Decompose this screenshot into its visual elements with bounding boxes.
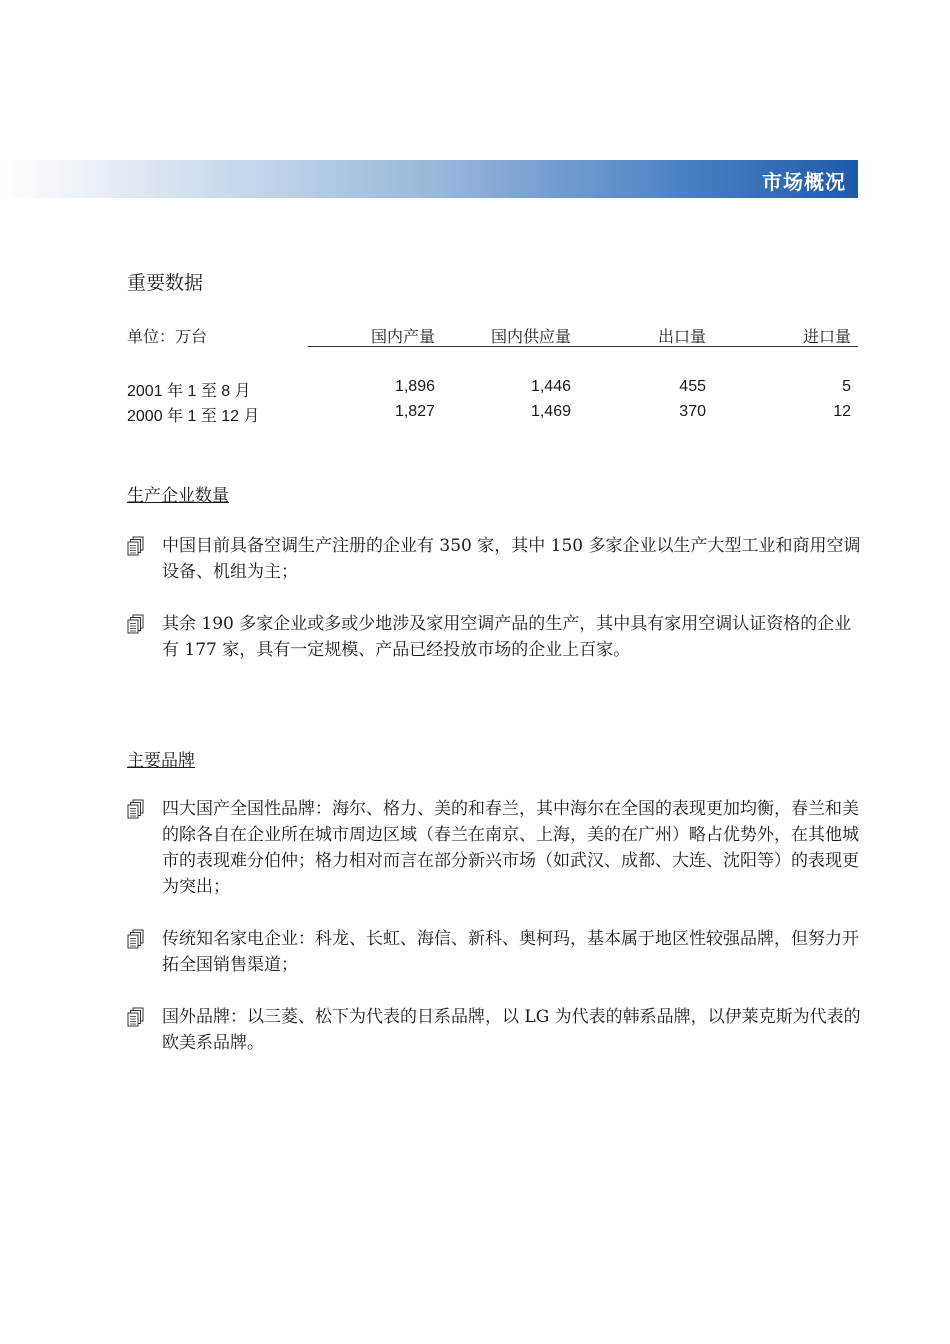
column-header-domestic-production: 国内产量	[370, 327, 435, 346]
list-item	[127, 1004, 862, 1056]
table-header-rule	[308, 346, 858, 347]
document-stack-icon	[127, 536, 145, 556]
list-item-text: 四大国产全国性品牌：海尔、格力、美的和春兰，其中海尔在全国的表现更加均衡，春兰和美的除各自在企业所在城市周边区域（春兰在南京、上海，美的在广州）略占优势外，在其他城市的表现难分伯仲；格力相对而言在部分新兴市场（如武汉、成都、大连、沈阳等）的表现更为突出；	[162, 799, 859, 897]
document-stack-icon	[127, 799, 145, 819]
cell-domestic-production: 1,827	[394, 403, 435, 420]
cell-export: 370	[679, 403, 706, 420]
cell-import: 5	[842, 378, 851, 395]
list-item-text: 中国目前具备空调生产注册的企业有 350 家，其中 150 多家企业以生产大型工业和商用空调设备、机组为主；	[162, 536, 861, 582]
brands-title: 主要品牌	[127, 751, 195, 771]
header-bar	[0, 160, 858, 198]
cell-domestic-supply: 1,469	[530, 403, 571, 420]
list-item-text: 国外品牌：以三菱、松下为代表的日系品牌，以 LG 为代表的韩系品牌，以伊莱克斯为代表的欧美系品牌。	[162, 1007, 861, 1053]
list-item	[127, 533, 862, 585]
list-item-text: 传统知名家电企业：科龙、长虹、海信、新科、奥柯玛，基本属于地区性较强品牌，但努力开拓全国销售渠道；	[162, 929, 859, 975]
data-table-header	[127, 322, 858, 346]
table-row	[127, 403, 858, 425]
key-data-title: 重要数据	[127, 272, 204, 294]
cell-import: 12	[833, 403, 851, 420]
header-title: 市场概况	[762, 170, 846, 194]
document-stack-icon	[127, 1007, 145, 1027]
list-item-text: 其余 190 多家企业或多或少地涉及家用空调产品的生产，其中具有家用空调认证资格的企业有 177 家，具有一定规模、产品已经投放市场的企业上百家。	[162, 614, 852, 660]
cell-domestic-production: 1,896	[394, 378, 435, 395]
row-label: 2000 年 1 至 12 月	[127, 408, 260, 425]
document-stack-icon	[127, 614, 145, 634]
row-label: 2001 年 1 至 8 月	[127, 383, 251, 400]
cell-export: 455	[679, 378, 706, 395]
list-item	[127, 611, 862, 663]
unit-label: 单位：万台	[127, 327, 208, 346]
list-item	[127, 796, 862, 900]
enterprises-title: 生产企业数量	[127, 486, 229, 506]
document-stack-icon	[127, 929, 145, 949]
column-header-import: 进口量	[802, 327, 851, 346]
list-item	[127, 926, 862, 978]
table-row	[127, 378, 858, 400]
column-header-export: 出口量	[657, 327, 706, 346]
cell-domestic-supply: 1,446	[530, 378, 571, 395]
column-header-domestic-supply: 国内供应量	[490, 327, 571, 346]
